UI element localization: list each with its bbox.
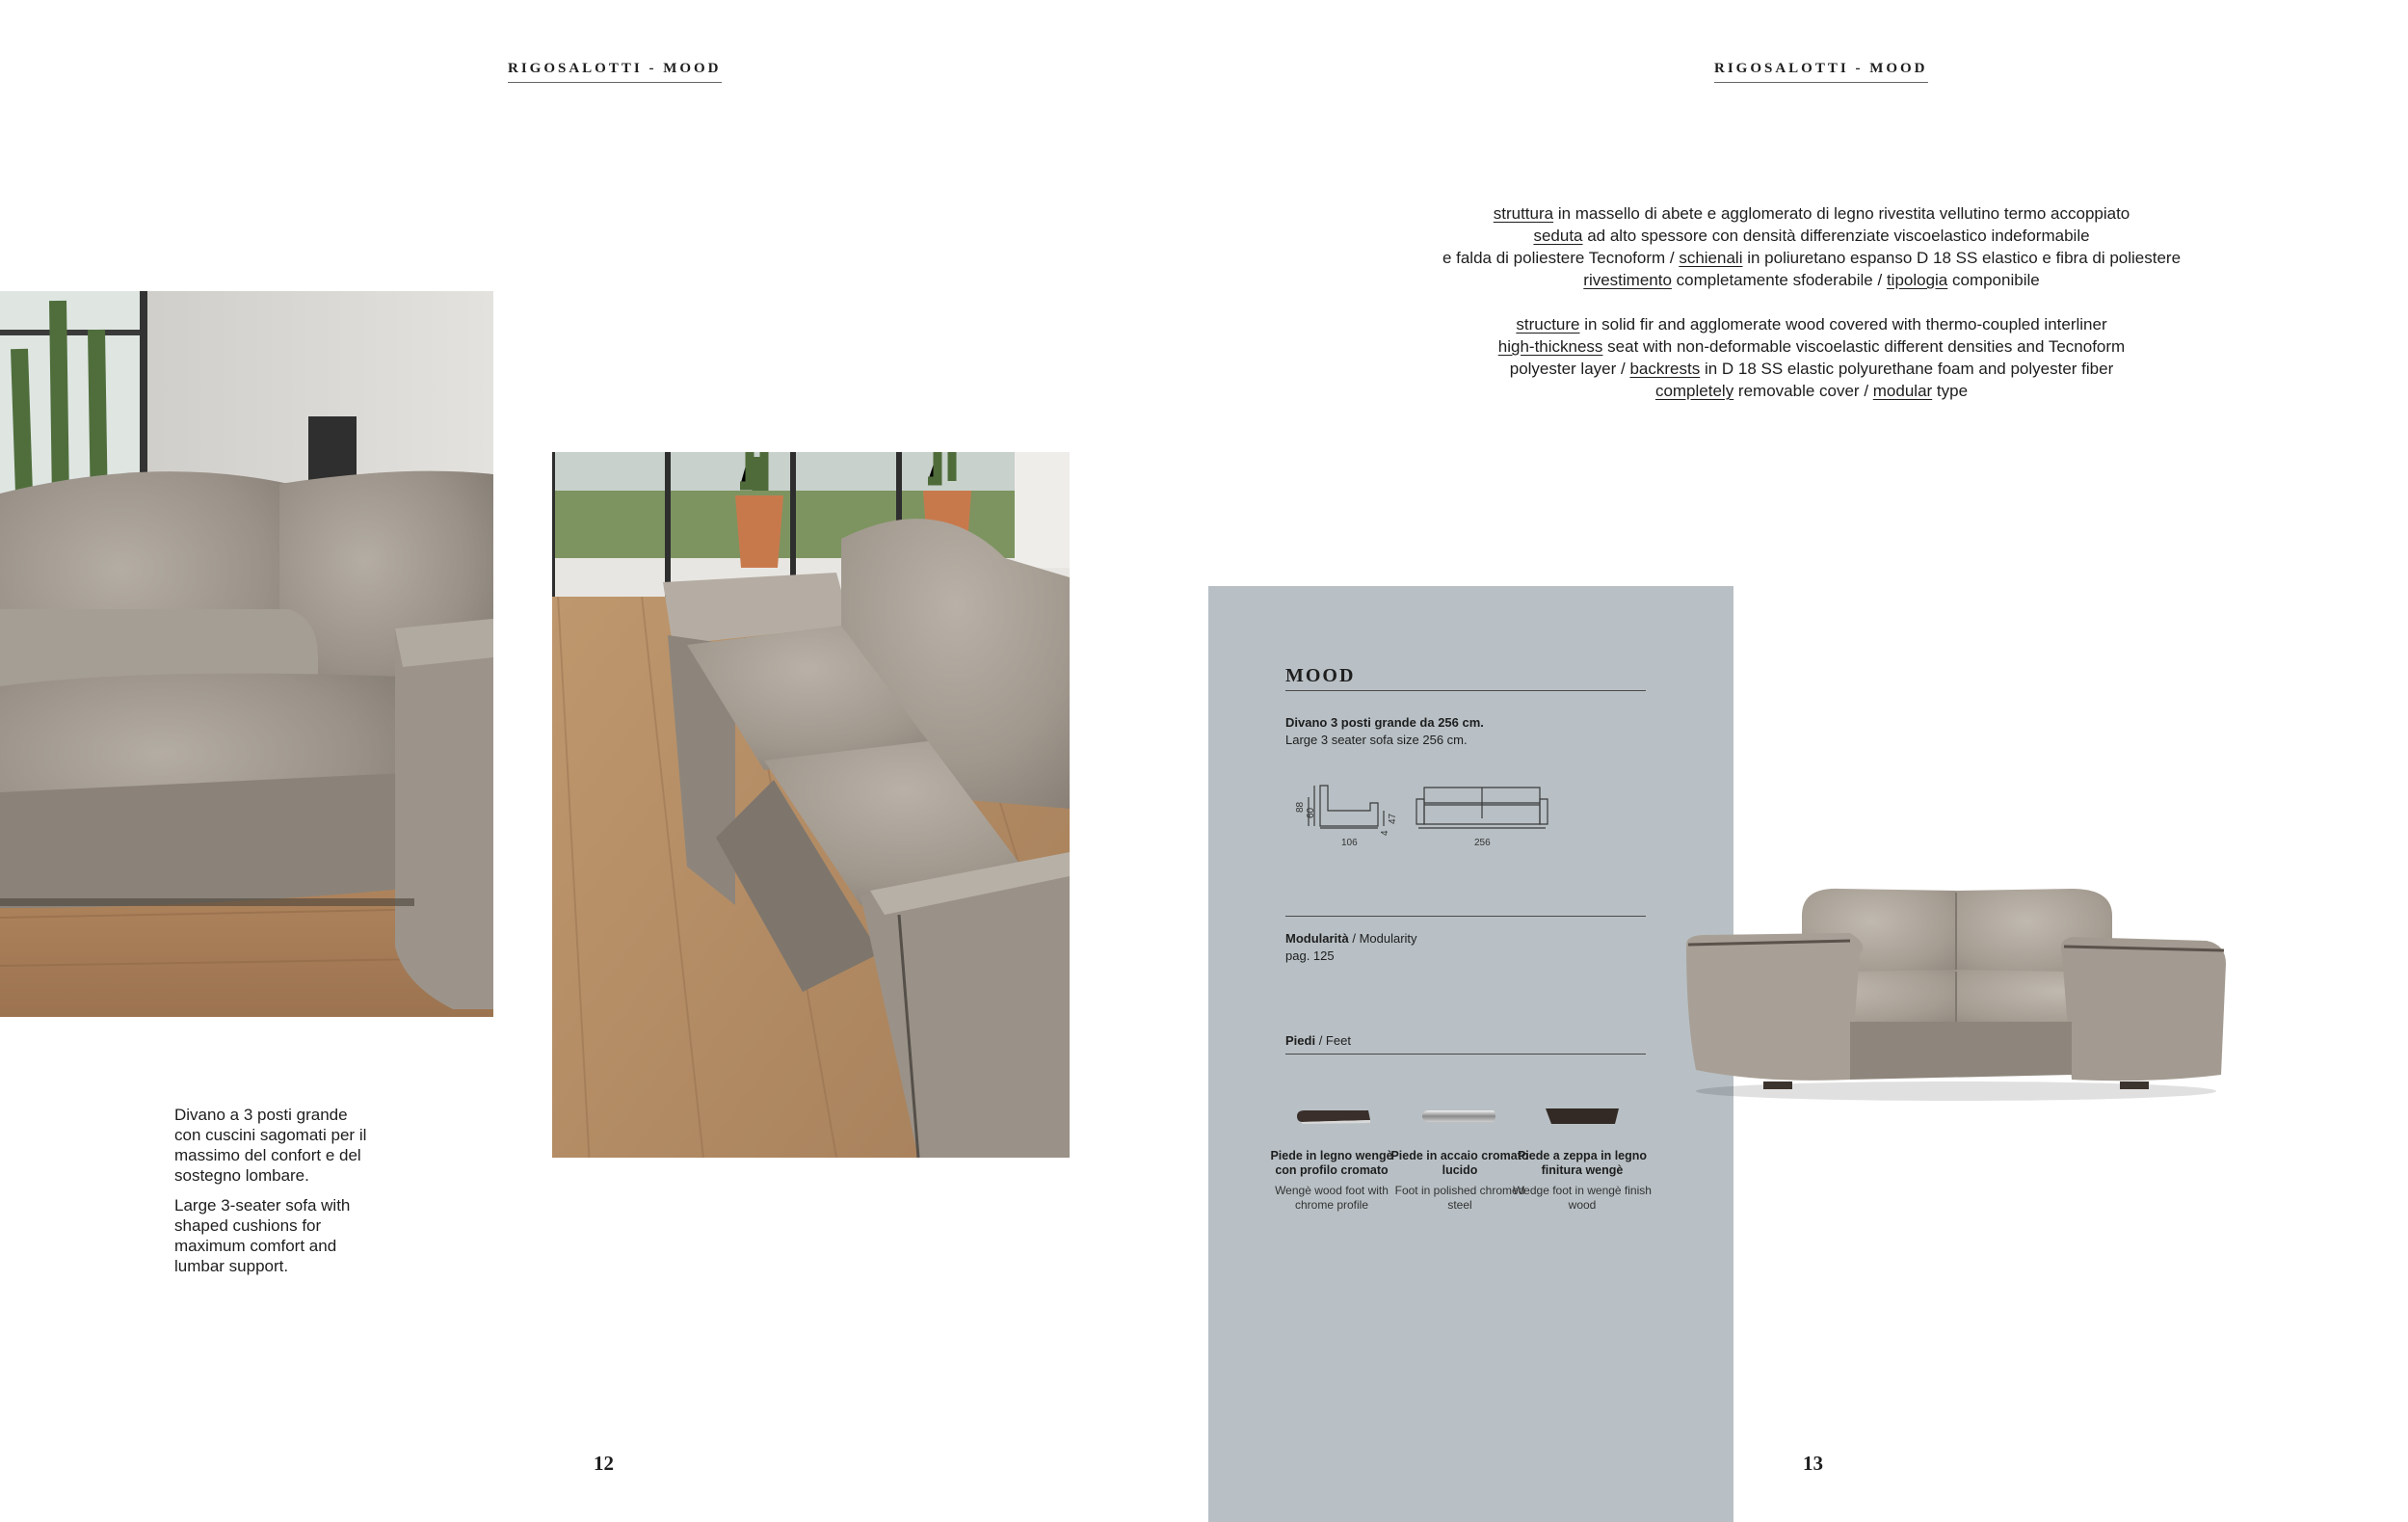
feet-divider bbox=[1285, 1054, 1646, 1055]
page-number-right: 13 bbox=[1803, 1452, 1823, 1475]
intro-line: completely removable cover / modular type bbox=[1654, 382, 1969, 400]
intro-english bbox=[1349, 313, 2274, 402]
page-number-left: 12 bbox=[594, 1452, 614, 1475]
foot-option-desc: Foot in polished chromed steel bbox=[1394, 1184, 1525, 1212]
dim-depth-label: 106 bbox=[1341, 838, 1358, 848]
product-name-en: Large 3 seater sofa size 256 cm. bbox=[1285, 733, 1468, 747]
foot-option-name: Piede in legno wengè con profilo cromato bbox=[1270, 1149, 1393, 1177]
foot-option-3 bbox=[1510, 1149, 1654, 1213]
intro-line: rivestimento completamente sfoderabile / tipologia componibile bbox=[1583, 271, 2040, 289]
page-header-right: RIGOSALOTTI - MOOD bbox=[1714, 61, 1928, 83]
product-name-it: Divano 3 posti grande da 256 cm. bbox=[1285, 715, 1484, 730]
dim-back-label: 60 bbox=[1306, 807, 1316, 818]
caption-english: Large 3-seater sofa with shaped cushions for maximum comfort and lumbar support. bbox=[174, 1196, 351, 1275]
sofa-room-photo bbox=[552, 452, 1070, 1158]
feet-heading: Piedi / Feet bbox=[1285, 1033, 1351, 1048]
wenge-chrome-foot-icon bbox=[1293, 1107, 1374, 1126]
intro-line: polyester layer / backrests in D 18 SS elastic polyurethane foam and polyester fiber bbox=[1509, 360, 2114, 378]
title-divider bbox=[1285, 690, 1646, 691]
foot-option-desc: Wengè wood foot with chrome profile bbox=[1275, 1184, 1389, 1212]
foot-option-name: Piede in accaio cromato lucido bbox=[1390, 1149, 1529, 1177]
dim-foot-label: 4 bbox=[1380, 830, 1390, 836]
foot-option-1 bbox=[1259, 1149, 1404, 1213]
front-view-drawing bbox=[1416, 788, 1548, 828]
sofa-closeup-photo bbox=[0, 291, 493, 1017]
foot-option-desc: Wedge foot in wengè finish wood bbox=[1513, 1184, 1652, 1212]
intro-line: e falda di poliestere Tecnoform / schienali in poliuretano espanso D 18 SS elastico e fibra di poliestere bbox=[1442, 249, 2182, 267]
dim-seat-label: 47 bbox=[1388, 813, 1398, 824]
wenge-wedge-foot-icon bbox=[1542, 1105, 1623, 1128]
sofa-product-photo bbox=[1667, 877, 2245, 1108]
chrome-steel-foot-icon bbox=[1418, 1107, 1499, 1126]
foot-option-name: Piede a zeppa in legno finitura wengè bbox=[1517, 1149, 1648, 1177]
dim-width-label: 256 bbox=[1474, 838, 1491, 848]
page-header-left: RIGOSALOTTI - MOOD bbox=[508, 61, 722, 83]
side-view-drawing bbox=[1309, 786, 1384, 828]
product-title: MOOD bbox=[1285, 665, 1356, 686]
modularity-divider bbox=[1285, 916, 1646, 917]
intro-line: high-thickness seat with non-deformable viscoelastic different densities and Tecnoform bbox=[1497, 337, 2126, 356]
intro-line: structure in solid fir and agglomerate wood covered with thermo-coupled interliner bbox=[1516, 315, 2107, 334]
caption-italian: Divano a 3 posti grande con cuscini sagomati per il massimo del confort e del sostegno lombare. bbox=[174, 1106, 367, 1185]
intro-italian bbox=[1349, 202, 2274, 291]
intro-line: seduta ad alto spessore con densità differenziate viscoelastico indeformabile bbox=[1533, 227, 2090, 245]
modularity-page-ref: pag. 125 bbox=[1285, 948, 1335, 963]
dim-height-label: 88 bbox=[1295, 801, 1306, 813]
modularity-heading: Modularità / Modularity bbox=[1285, 931, 1417, 946]
intro-line: struttura in massello di abete e agglomerato di legno rivestita vellutino termo accoppiato bbox=[1493, 204, 2130, 223]
dimension-drawings bbox=[1282, 776, 1571, 853]
